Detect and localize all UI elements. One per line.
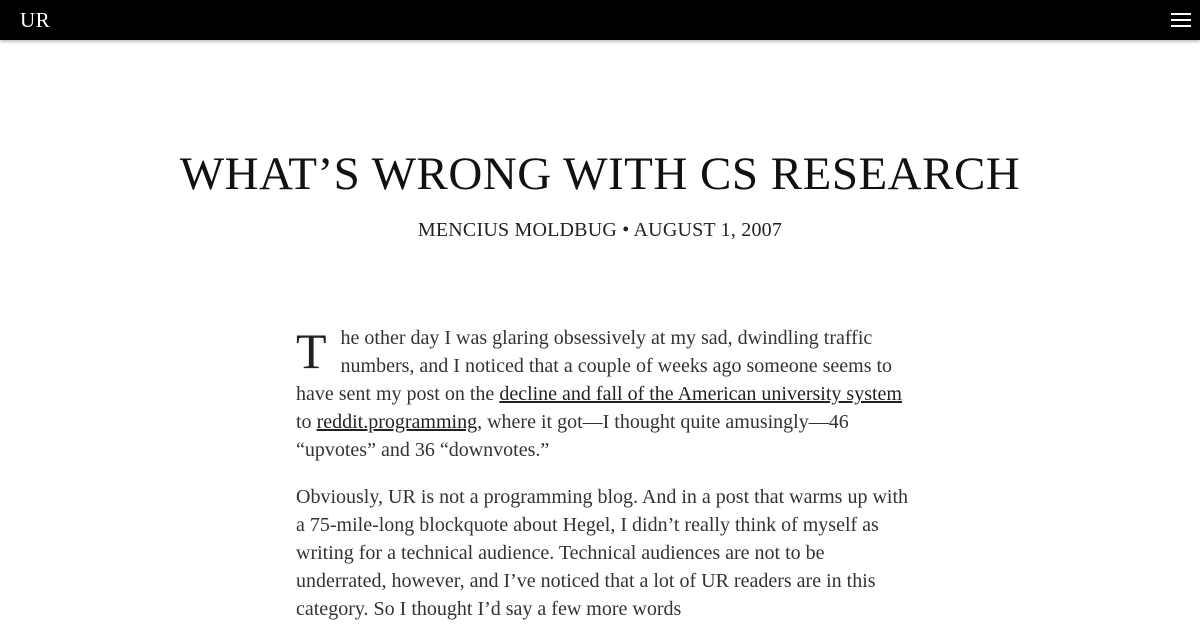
paragraph-text: to	[296, 411, 317, 433]
reddit-programming-link[interactable]: reddit.programming	[316, 411, 478, 433]
article-paragraph	[296, 324, 908, 464]
top-navigation-bar	[0, 0, 1200, 40]
hamburger-menu-icon[interactable]	[1170, 10, 1192, 30]
menu-bar-line	[1171, 13, 1191, 15]
post-byline	[0, 217, 1200, 243]
post-title: WHAT’S WRONG WITH CS RESEARCH	[179, 148, 1021, 200]
post-date: AUGUST 1, 2007	[633, 219, 783, 241]
paragraph-text: , where it got—I thought quite amusingly—46 “upvotes” and 36 “downvotes.”	[296, 411, 849, 461]
menu-bar-line	[1171, 19, 1191, 21]
menu-bar-line	[1171, 25, 1191, 27]
byline-separator: •	[622, 219, 630, 241]
article-body	[296, 324, 908, 630]
decline-and-fall-link[interactable]: decline and fall of the American university system	[499, 383, 902, 405]
site-logo-link[interactable]: UR	[20, 8, 51, 32]
article-paragraph: Obviously, UR is not a programming blog. And in a post that warms up with a 75-mile-long blockquote about Hegel, I didn’t really think of myself as writing for a technical audience. Technical audiences are not to be underrated, however, and I’ve noticed that a lot of UR readers are in this category. So I thought I’d say a few more words	[296, 486, 909, 620]
drop-cap: T	[296, 323, 327, 379]
paragraph-text: he other day I was glaring obsessively at my sad, dwindling traffic numbers, and I noticed that a couple of weeks ago someone seems to have sent my post on the	[296, 327, 893, 405]
post-author: MENCIUS MOLDBUG	[417, 219, 618, 241]
